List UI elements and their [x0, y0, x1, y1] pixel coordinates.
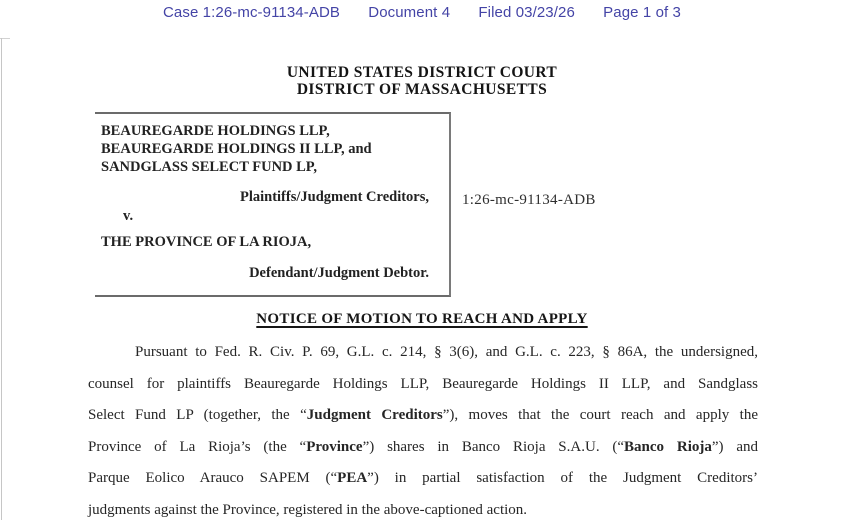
- body-text-line: judgments against the Province, registered in the above-captioned action.: [88, 501, 528, 518]
- body-text-line: Province of La Rioja’s (the “Province”) shares in Banco Rioja S.A.U. (“Banco Rioja”) and: [88, 438, 759, 455]
- body-text-line: Pursuant to Fed. R. Civ. P. 69, G.L. c. 214, § 3(6), and G.L. c. 223, § 86A, the undersigned,: [135, 344, 758, 360]
- body-text-line: counsel for plaintiffs Beauregarde Holdings LLP, Beauregarde Holdings II LLP, and Sandglass: [88, 375, 758, 392]
- body-text-line: Parque Eolico Arauco SAPEM (“PEA”) in partial satisfaction of the Judgment Creditors’: [88, 470, 758, 486]
- plaintiff-name: BEAUREGARDE HOLDINGS II LLP, and: [101, 141, 372, 157]
- page-edge-line: [1, 38, 2, 520]
- plaintiff-name: SANDGLASS SELECT FUND LP,: [101, 159, 317, 175]
- defendant-name: THE PROVINCE OF LA RIOJA,: [101, 234, 312, 250]
- versus-label: v.: [123, 208, 134, 224]
- stamp-page-number: Page 1 of 3: [603, 4, 682, 21]
- body-text-line: Select Fund LP (together, the “Judgment Creditors”), moves that the court reach and apply the: [88, 407, 758, 423]
- plaintiffs-role-label: Plaintiffs/Judgment Creditors,: [239, 189, 429, 205]
- stamp-case-number: Case 1:26-mc-91134-ADB: [162, 4, 340, 21]
- court-district-line: DISTRICT OF MASSACHUSETTS: [296, 81, 548, 98]
- stamp-filed-date: Filed 03/23/26: [478, 4, 575, 21]
- stamp-document-number: Document 4: [368, 4, 451, 21]
- court-name-heading: [0, 64, 844, 98]
- motion-body-paragraph: [88, 337, 758, 520]
- court-name-line: UNITED STATES DISTRICT COURT: [286, 64, 558, 81]
- docket-number: 1:26-mc-91134-ADB: [462, 192, 596, 208]
- cmecf-stamp: [0, 4, 844, 21]
- defendant-role-label: Defendant/Judgment Debtor.: [249, 265, 429, 281]
- motion-title: NOTICE OF MOTION TO REACH AND APPLY: [256, 311, 588, 327]
- case-caption-box: [95, 112, 451, 297]
- plaintiff-name: BEAUREGARDE HOLDINGS LLP,: [101, 123, 330, 139]
